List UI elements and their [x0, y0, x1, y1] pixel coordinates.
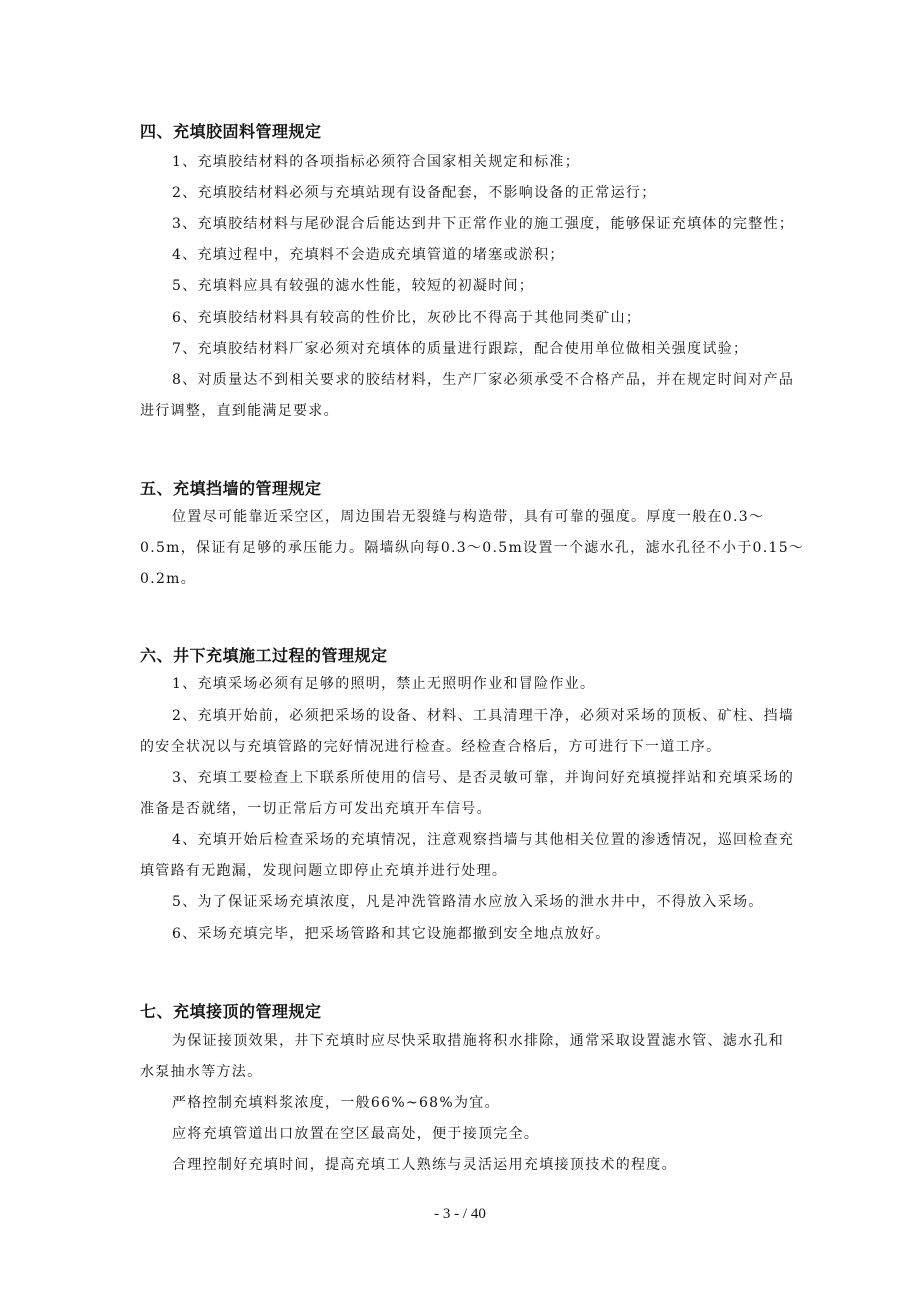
section-4-item-1: 1、充填胶结材料的各项指标必须符合国家相关规定和标准；	[172, 154, 581, 170]
section-7-para-3: 应将充填管道出口放置在空区最高处，便于接顶完全。	[172, 1126, 540, 1142]
section-6-item-4-line-1: 4、充填开始后检查采场的充填情况，注意观察挡墙与其他相关位置的渗透情况，巡回检查充	[172, 832, 795, 848]
section-6-item-2-line-2: 的安全状况以与充填管路的完好情况进行检查。经检查合格后，方可进行下一道工序。	[140, 739, 722, 755]
section-4-item-2: 2、充填胶结材料必须与充填站现有设备配套，不影响设备的正常运行；	[172, 185, 657, 201]
section-5-line-2: 0.5m，保证有足够的承压能力。隔墙纵向每0.3～0.5m设置一个滤水孔，滤水孔径不小于0.15～	[140, 540, 805, 556]
section-4-item-6: 6、充填胶结材料具有较高的性价比，灰砂比不得高于其他同类矿山；	[172, 310, 642, 326]
section-6-item-2-line-1: 2、充填开始前，必须把采场的设备、材料、工具清理干净，必须对采场的顶板、矿柱、挡墙	[172, 708, 795, 724]
section-6-heading: 六、井下充填施工过程的管理规定	[140, 646, 388, 665]
section-4-item-8-line-1: 8、对质量达不到相关要求的胶结材料，生产厂家必须承受不合格产品，并在规定时间对产品	[172, 372, 795, 388]
section-6-item-6: 6、采场充填完毕，把采场管路和其它设施都撤到安全地点放好。	[172, 926, 611, 942]
section-5-line-3: 0.2m。	[140, 571, 197, 587]
section-6-item-5: 5、为了保证采场充填浓度，凡是冲洗管路清水应放入采场的泄水井中，不得放入采场。	[172, 894, 764, 910]
section-7-para-1-line-1: 为保证接顶效果，井下充填时应尽快采取措施将积水排除，通常采取设置滤水管、滤水孔和	[172, 1033, 784, 1049]
section-4-item-5: 5、充填料应具有较强的滤水性能，较短的初凝时间；	[172, 278, 535, 294]
page-number: - 3 - / 40	[434, 1206, 486, 1222]
section-4-item-8-line-2: 进行调整，直到能满足要求。	[140, 403, 339, 419]
section-4-item-4: 4、充填过程中，充填料不会造成充填管道的堵塞或淤积；	[172, 247, 565, 263]
section-6-item-4-line-2: 填管路有无跑漏，发现问题立即停止充填并进行处理。	[140, 863, 508, 879]
section-4-item-7: 7、充填胶结材料厂家必须对充填体的质量进行跟踪，配合使用单位做相关强度试验；	[172, 341, 749, 357]
section-7-para-1-line-2: 水泵抽水等方法。	[140, 1064, 263, 1080]
section-4-heading: 四、充填胶固料管理规定	[140, 122, 322, 141]
section-6-item-3-line-1: 3、充填工要检查上下联系所使用的信号、是否灵敏可靠，并询问好充填搅拌站和充填采场的	[172, 770, 795, 786]
section-6-item-1: 1、充填采场必须有足够的照明，禁止无照明作业和冒险作业。	[172, 676, 596, 692]
section-5-line-1: 位置尽可能靠近采空区，周边围岩无裂缝与构造带，具有可靠的强度。厚度一般在0.3～	[172, 509, 765, 525]
section-7-para-4: 合理控制好充填时间，提高充填工人熟练与灵活运用充填接顶技术的程度。	[172, 1157, 677, 1173]
section-5-heading: 五、充填挡墙的管理规定	[140, 479, 322, 498]
section-4-item-3: 3、充填胶结材料与尾砂混合后能达到井下正常作业的施工强度，能够保证充填体的完整性；	[172, 216, 795, 232]
section-7-heading: 七、充填接顶的管理规定	[140, 1002, 322, 1021]
section-7-para-2: 严格控制充填料浆浓度，一般66%~68%为宜。	[172, 1095, 500, 1111]
section-6-item-3-line-2: 准备是否就绪，一切正常后方可发出充填开车信号。	[140, 801, 492, 817]
